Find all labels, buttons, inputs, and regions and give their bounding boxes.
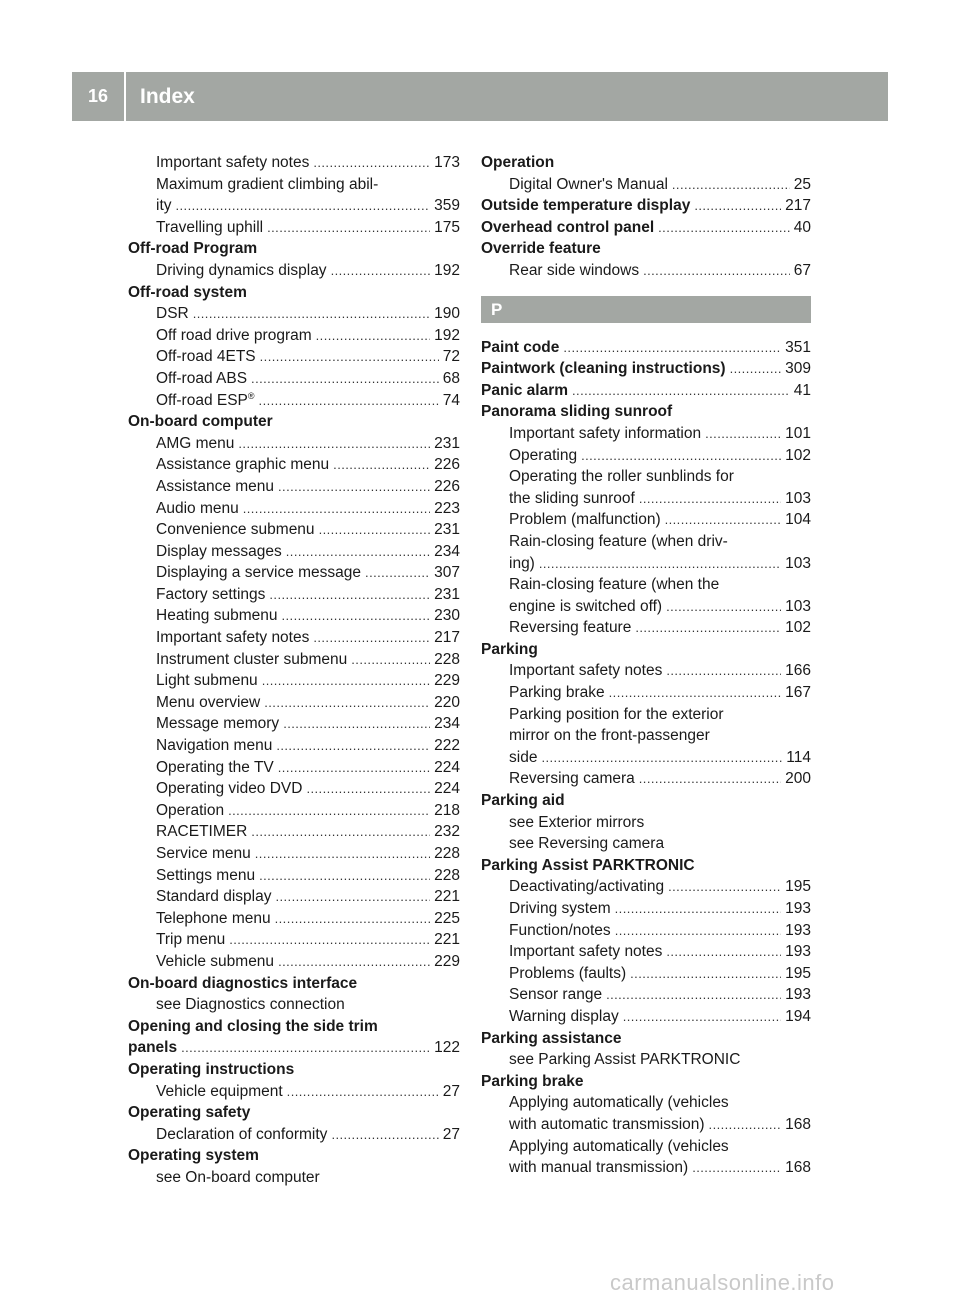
index-entry (128, 951, 460, 973)
page-ref: 231 (434, 521, 460, 539)
index-entry (128, 260, 460, 282)
entry-label: Reversing camera (509, 770, 635, 788)
page-ref: 307 (434, 564, 460, 582)
index-entry (481, 488, 811, 510)
page-ref: 114 (786, 748, 811, 766)
entry-label: Heating submenu (156, 607, 278, 625)
leader-dots (615, 898, 781, 920)
page-ref: 195 (785, 964, 811, 982)
index-entry (481, 920, 811, 942)
page-ref: 351 (785, 338, 811, 356)
entry-label: Warning display (509, 1007, 619, 1025)
entry-label: Operating (509, 446, 578, 464)
leader-dots (316, 325, 430, 347)
index-entry (128, 195, 460, 217)
entry-label: engine is switched off) (509, 597, 663, 615)
index-entry (481, 898, 811, 920)
page-header (72, 72, 888, 121)
entry-label: with automatic transmission) (509, 1115, 705, 1133)
index-entry (128, 886, 460, 908)
entry-label: Sensor range (509, 986, 603, 1004)
entry-label: Factory settings (156, 585, 266, 603)
page-ref: 68 (442, 369, 460, 387)
index-entry (128, 692, 460, 714)
entry-label: Driving dynamics display (156, 261, 327, 279)
entry-label: Panic alarm (481, 381, 569, 399)
leader-dots (623, 1006, 781, 1028)
page-ref: 190 (434, 305, 460, 323)
entry-label: Displaying a service message (156, 564, 362, 582)
index-entry (481, 1114, 811, 1136)
index-entry (128, 152, 460, 174)
leader-dots (319, 519, 431, 541)
leader-dots (278, 476, 430, 498)
page-ref: 27 (442, 1082, 460, 1100)
index-entry (128, 929, 460, 951)
leader-dots (275, 886, 430, 908)
index-entry (128, 908, 460, 930)
index-entry (128, 303, 460, 325)
leader-dots (665, 509, 782, 531)
leader-dots (541, 747, 782, 769)
page-ref: 102 (785, 446, 811, 464)
page-ref: 217 (434, 629, 460, 647)
entry-label: the sliding sunroof (509, 489, 635, 507)
index-heading: Parking (481, 640, 538, 658)
index-entry (128, 541, 460, 563)
leader-dots (238, 433, 430, 455)
leader-dots (365, 562, 430, 584)
page-ref: 228 (434, 845, 460, 862)
entry-label: Parking brake (509, 684, 605, 702)
index-entry (128, 217, 460, 239)
leader-dots (539, 553, 781, 575)
page-ref: 218 (434, 801, 460, 819)
leader-dots (260, 346, 439, 368)
leader-dots (306, 778, 430, 800)
entry-label: Message memory (156, 715, 280, 733)
index-entry (128, 368, 460, 390)
page-ref: 67 (793, 261, 811, 279)
leader-dots (193, 303, 430, 325)
entry-label: Rear side windows (509, 261, 640, 279)
leader-dots (563, 337, 781, 359)
index-heading: Off-road Program (128, 240, 258, 258)
entry-label: Operation (156, 801, 225, 819)
entry-label: Deactivating/activating (509, 878, 665, 896)
leader-dots (269, 584, 430, 606)
index-entry (128, 800, 460, 822)
leader-dots (331, 1124, 438, 1146)
index-heading: Off-road system (128, 283, 247, 301)
leader-dots (672, 174, 790, 196)
index-entry (128, 627, 460, 649)
entry-label: Display messages (156, 542, 282, 560)
page-ref: 230 (434, 607, 460, 625)
page-ref: 72 (442, 348, 460, 366)
entry-label: Menu overview (156, 693, 261, 711)
leader-dots (243, 498, 430, 520)
index-entry (128, 325, 460, 347)
leader-dots (267, 217, 430, 239)
entry-label: Instrument cluster submenu (156, 650, 348, 668)
entry-label: Important safety notes (509, 943, 663, 961)
leader-dots (668, 876, 781, 898)
page-ref: 222 (434, 737, 460, 755)
leader-dots (694, 195, 781, 217)
index-entry (128, 865, 460, 887)
page-ref: 226 (434, 477, 460, 495)
entry-label: Driving system (509, 900, 611, 917)
entry-label: Overhead control panel (481, 218, 655, 236)
page-ref: 193 (785, 943, 811, 961)
leader-dots (331, 260, 431, 282)
index-entry (128, 346, 460, 368)
index-entry (128, 584, 460, 606)
entry-label: Off road drive program (156, 326, 312, 344)
leader-dots (264, 692, 430, 714)
index-entry (128, 735, 460, 757)
index-entry (481, 1157, 811, 1179)
entry-label: AMG menu (156, 434, 235, 452)
entry-label: Service menu (156, 845, 251, 862)
page-ref: 167 (785, 684, 811, 702)
leader-dots (666, 596, 781, 618)
index-heading: On-board computer (128, 413, 273, 431)
page-ref: 234 (434, 542, 460, 560)
index-entry (128, 778, 460, 800)
leader-dots (643, 260, 790, 282)
page-ref: 229 (434, 672, 460, 690)
index-entry (481, 174, 811, 196)
leader-dots (639, 768, 781, 790)
page-ref: 193 (785, 900, 811, 917)
page-ref: 200 (785, 770, 811, 788)
index-entry (128, 476, 460, 498)
index-entry (481, 423, 811, 445)
leader-dots (730, 358, 782, 380)
page-ref: 309 (785, 360, 811, 378)
page-ref: 104 (785, 511, 811, 529)
index-entry (481, 509, 811, 531)
entry-label-text: Off-road ESP (156, 391, 248, 409)
page-ref: 226 (434, 456, 460, 474)
leader-dots (282, 605, 431, 627)
page-ref: 221 (434, 931, 460, 949)
entry-label: Outside temperature display (481, 197, 691, 215)
index-heading: Opening and closing the side trim (128, 1017, 378, 1035)
page-ref: 231 (434, 585, 460, 603)
page-ref: 232 (434, 823, 460, 841)
index-entry: Rain-closing feature (when the (509, 576, 720, 594)
page-ref: 173 (434, 154, 460, 171)
index-cross-reference: see Diagnostics connection (156, 996, 345, 1014)
entry-label: ing) (509, 554, 535, 572)
index-entry (128, 390, 460, 412)
page-ref: 195 (785, 878, 811, 896)
leader-dots (228, 800, 430, 822)
leader-dots (615, 920, 781, 942)
index-entry (128, 821, 460, 843)
registered-mark: ® (247, 390, 255, 401)
index-entry (128, 562, 460, 584)
entry-label: Convenience submenu (156, 521, 315, 539)
page-ref: 229 (434, 952, 460, 970)
page-ref: 27 (442, 1125, 460, 1143)
entry-label: Problems (faults) (509, 964, 627, 982)
index-heading: On-board diagnostics interface (128, 974, 358, 992)
page-ref: 168 (785, 1115, 811, 1133)
entry-label: Trip menu (156, 931, 226, 949)
entry-label: Important safety notes (156, 154, 310, 171)
index-heading: Operation (481, 154, 555, 171)
leader-dots (635, 617, 781, 639)
leader-dots (639, 488, 781, 510)
leader-dots (278, 951, 430, 973)
leader-dots (286, 541, 430, 563)
section-title: Index (140, 84, 195, 108)
entry-label: Settings menu (156, 866, 256, 884)
page-ref: 192 (434, 326, 460, 344)
leader-dots (313, 152, 430, 174)
leader-dots (278, 757, 430, 779)
entry-label: Important safety information (509, 424, 702, 442)
index-entry (481, 617, 811, 639)
entry-label: Reversing feature (509, 619, 632, 637)
leader-dots (255, 843, 430, 865)
leader-dots (609, 682, 781, 704)
index-entry (481, 337, 811, 359)
letter-section-header: P (481, 296, 811, 323)
index-entry (128, 519, 460, 541)
index-heading: Panorama sliding sunroof (481, 403, 673, 421)
page-ref: 74 (442, 391, 460, 409)
page-ref: 223 (434, 499, 460, 517)
index-heading: Parking aid (481, 792, 565, 810)
leader-dots (251, 368, 439, 390)
leader-dots (581, 445, 781, 467)
leader-dots (287, 1081, 439, 1103)
index-entry (128, 843, 460, 865)
entry-label: Vehicle equipment (156, 1082, 283, 1100)
index-heading: Parking brake (481, 1072, 584, 1090)
index-entry (481, 553, 811, 575)
leader-dots (658, 217, 790, 239)
index-entry (481, 963, 811, 985)
watermark: carmanualsonline.info (610, 1270, 835, 1295)
entry-label: Important safety notes (156, 629, 310, 647)
entry-label: Operating the TV (156, 758, 274, 776)
index-entry (481, 660, 811, 682)
leader-dots (276, 735, 430, 757)
leader-dots (351, 649, 430, 671)
entry-label: ity (156, 197, 172, 215)
entry-label: DSR (156, 305, 189, 323)
index-entry: Applying automatically (vehicles (509, 1137, 729, 1155)
page-ref: 103 (785, 554, 811, 572)
index-entry (481, 768, 811, 790)
index-cross-reference: see Exterior mirrors (509, 813, 645, 831)
entry-label: Audio menu (156, 499, 239, 517)
page-ref: 101 (785, 424, 811, 442)
entry-label: Declaration of conformity (156, 1125, 328, 1143)
index-entry: Operating the roller sunblinds for (509, 468, 734, 486)
index-heading: Operating safety (128, 1104, 251, 1122)
index-entry (481, 358, 811, 380)
index-entry (128, 433, 460, 455)
entry-label: side (509, 748, 538, 766)
leader-dots (251, 821, 430, 843)
index-entry (481, 445, 811, 467)
index-entry (128, 1081, 460, 1103)
page-ref: 166 (785, 662, 811, 680)
page-ref: 122 (434, 1039, 460, 1057)
index-entry: Rain-closing feature (when driv- (509, 532, 728, 550)
entry-label: Off-road 4ETS (156, 348, 256, 366)
page-ref: 175 (434, 218, 460, 236)
entry-label: Assistance graphic menu (156, 456, 330, 474)
index-entry (481, 380, 811, 402)
index-heading: Operating instructions (128, 1060, 295, 1078)
index-entry: Maximum gradient climbing abil- (156, 175, 379, 193)
index-heading: Parking Assist PARKTRONIC (481, 856, 695, 874)
index-entry: mirror on the front-passenger (509, 727, 710, 745)
entry-label: panels (128, 1039, 178, 1057)
leader-dots (666, 660, 781, 682)
index-entry (128, 713, 460, 735)
page-ref: 228 (434, 866, 460, 884)
page-ref: 220 (434, 693, 460, 711)
page-ref: 168 (785, 1159, 811, 1177)
leader-dots (275, 908, 431, 930)
page-number: 16 (72, 72, 126, 121)
page-ref: 224 (434, 780, 460, 798)
index-entry (481, 195, 811, 217)
page-ref: 228 (434, 650, 460, 668)
page-ref: 40 (793, 218, 811, 236)
index-entry (481, 1006, 811, 1028)
page-ref: 217 (785, 197, 811, 215)
index-entry (128, 454, 460, 476)
page-ref: 359 (434, 197, 460, 215)
index-entry (128, 670, 460, 692)
index-entry (481, 260, 811, 282)
entry-label: Function/notes (509, 921, 611, 939)
entry-label: Vehicle submenu (156, 952, 275, 970)
index-entry: Applying automatically (vehicles (509, 1094, 729, 1112)
index-entry (481, 747, 811, 769)
entry-label: Digital Owner's Manual (509, 175, 668, 193)
index-entry (481, 984, 811, 1006)
entry-label (156, 390, 255, 412)
index-entry (128, 757, 460, 779)
leader-dots (259, 390, 439, 412)
index-column-left (128, 152, 460, 1189)
entry-label: Navigation menu (156, 737, 273, 755)
leader-dots (262, 670, 430, 692)
index-cross-reference: see Reversing camera (509, 835, 665, 853)
entry-label: Important safety notes (509, 662, 663, 680)
index-heading: Override feature (481, 240, 601, 258)
leader-dots (313, 627, 430, 649)
entry-label: Off-road ABS (156, 369, 248, 387)
index-entry (128, 1037, 460, 1059)
leader-dots (333, 454, 430, 476)
page-ref: 221 (434, 888, 460, 906)
entry-label: Standard display (156, 888, 272, 906)
index-entry (481, 217, 811, 239)
leader-dots (229, 929, 430, 951)
leader-dots (606, 984, 781, 1006)
page-ref: 231 (434, 434, 460, 452)
leader-dots (283, 713, 430, 735)
page-ref: 193 (785, 986, 811, 1004)
index-entry (481, 596, 811, 618)
index-heading: Operating system (128, 1147, 259, 1165)
page-ref: 102 (785, 619, 811, 637)
leader-dots (630, 963, 781, 985)
index-column-right (481, 152, 811, 1179)
page-ref: 225 (434, 909, 460, 927)
entry-label: Paintwork (cleaning instructions) (481, 360, 726, 378)
index-cross-reference: see Parking Assist PARKTRONIC (509, 1051, 741, 1069)
leader-dots (176, 195, 431, 217)
index-entry (128, 649, 460, 671)
index-entry (481, 941, 811, 963)
page-ref: 193 (785, 921, 811, 939)
page-ref: 192 (434, 261, 460, 279)
entry-label: Light submenu (156, 672, 258, 690)
page-ref: 194 (785, 1007, 811, 1025)
leader-dots (666, 941, 781, 963)
leader-dots (705, 423, 781, 445)
page-ref: 103 (785, 489, 811, 507)
index-entry (128, 605, 460, 627)
page-ref: 25 (793, 175, 811, 193)
leader-dots (572, 380, 790, 402)
index-entry (128, 1124, 460, 1146)
entry-label: Assistance menu (156, 477, 275, 495)
entry-label: Travelling uphill (156, 218, 264, 236)
entry-label: Operating video DVD (156, 780, 303, 798)
entry-label: RACETIMER (156, 823, 248, 841)
leader-dots (692, 1157, 781, 1179)
entry-label: with manual transmission) (509, 1159, 689, 1177)
index-heading: Parking assistance (481, 1029, 622, 1047)
page-ref: 224 (434, 758, 460, 776)
leader-dots (709, 1114, 782, 1136)
page-ref: 103 (785, 597, 811, 615)
leader-dots (259, 865, 430, 887)
leader-dots (181, 1037, 430, 1059)
page-ref: 234 (434, 715, 460, 733)
index-cross-reference: see On-board computer (156, 1168, 320, 1186)
index-entry (481, 682, 811, 704)
entry-label: Telephone menu (156, 909, 271, 927)
index-entry (128, 498, 460, 520)
index-entry: Parking position for the exterior (509, 705, 724, 723)
entry-label: Paint code (481, 338, 560, 356)
entry-label: Problem (malfunction) (509, 511, 661, 529)
page-ref: 41 (793, 381, 811, 399)
index-entry (481, 876, 811, 898)
